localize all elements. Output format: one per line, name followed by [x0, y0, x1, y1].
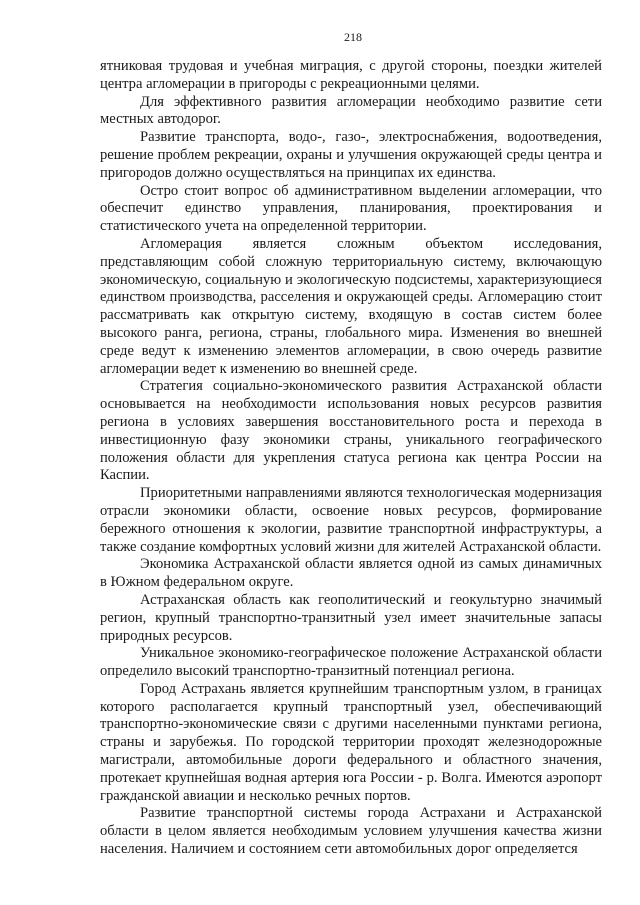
- paragraph-6: Стратегия социально-экономического развития Астраханской области основывается на необходимости использования новых ресурсов развития региона в условиях завершения восстановительного роста и перехода в инвестиционную фазу экономики страны, уникального географического положения области для укрепления статуса региона как центра России на Каспии.: [100, 378, 602, 484]
- paragraph-7: Приоритетными направлениями являются технологическая модернизация отрасли экономики области, освоение новых ресурсов, формирование бережного отношения к экологии, развитие транспортной инфраструктуры, а также создание комфортных условий жизни для жителей Астраханской области.: [100, 485, 602, 555]
- paragraph-1: ятниковая трудовая и учебная миграция, с другой стороны, поездки жителей центра агломерации в пригороды с рекреационными целями.: [100, 58, 602, 92]
- paragraph-11: Город Астрахань является крупнейшим транспортным узлом, в границах которого располагается крупный транспортный узел, обеспечивающий транспортно-экономические связи с другими населенными пунктами региона, страны и зарубежья. По городской территории проходят железнодорожные магистрали, автомобильные дороги федерального и областного значения, протекает крупнейшая водная артерия юга России - р. Волга. Имеются аэропорт гражданской авиации и несколько речных портов.: [100, 680, 602, 804]
- paragraph-3: Развитие транспорта, водо-, газо-, электроснабжения, водоотведения, решение проблем рекреации, охраны и улучшения окружающей среды центра и пригородов должно осуществляться на принципах их единства.: [100, 129, 602, 181]
- paragraph-4: Остро стоит вопрос об административном выделении агломерации, что обеспечит единство управления, планирования, проектирования и статистического учета на определенной территории.: [100, 182, 602, 235]
- paragraph-12: Развитие транспортной системы города Астрахани и Астраханской области в целом является необходимым условием улучшения качества жизни населения. Наличием и состоянием сети автомобильных дорог определяется: [100, 805, 602, 858]
- paragraph-5: Агломерация является сложным объектом исследования, представляющим собой сложную территориальную систему, включающую экономическую, социальную и экологическую подсистемы, характеризующиеся единством производства, расселения и окружающей среды. Агломерацию стоит рассматривать как открытую систему, входящую в состав систем более высокого ранга, региона, страны, глобального мира. Изменения во внешней среде ведут к изменению элементов агломерации, в свою очередь развитие агломерации ведет к изменению во внешней среде.: [100, 235, 602, 377]
- paragraph-10: Уникальное экономико-географическое положение Астраханской области определило высокий транспортно-транзитный потенциал региона.: [100, 645, 602, 680]
- paragraph-9: Астраханская область как геополитический и геокультурно значимый регион, крупный транспортно-транзитный узел имеет значительные запасы природных ресурсов.: [100, 591, 602, 644]
- body-text: [100, 58, 602, 859]
- paragraph-8: Экономика Астраханской области является одной из самых динамичных в Южном федеральном округе.: [100, 556, 602, 591]
- paragraph-2: Для эффективного развития агломерации необходимо развитие сети местных автодорог.: [100, 93, 602, 128]
- page-number: 218: [344, 30, 362, 44]
